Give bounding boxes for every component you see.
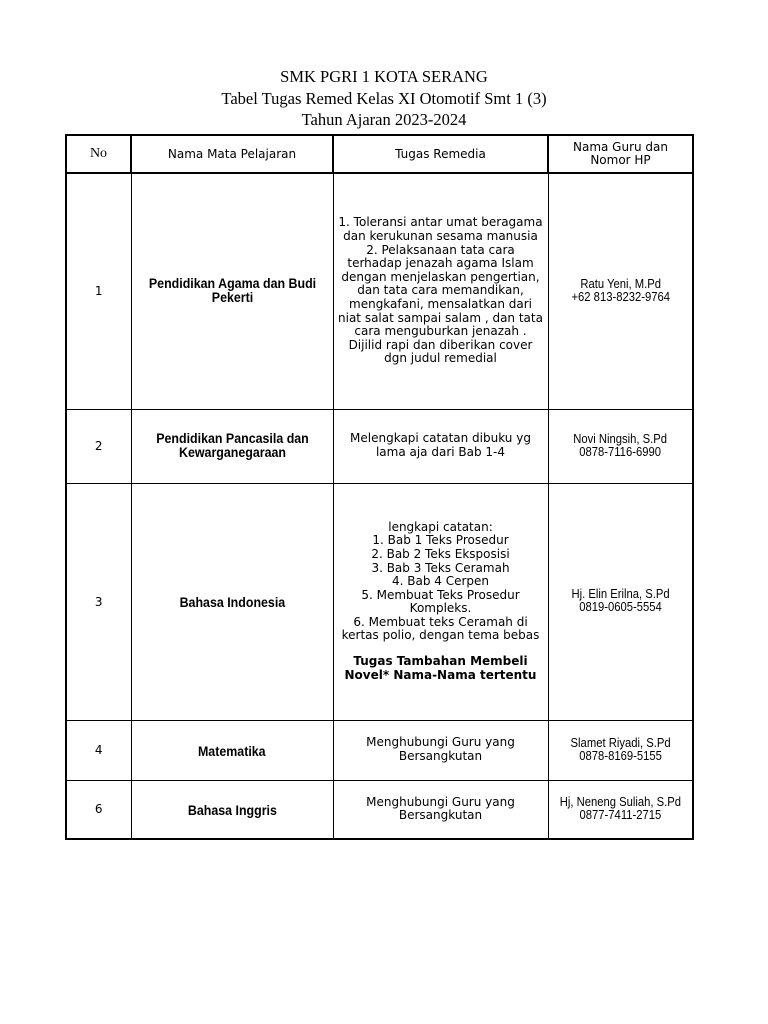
table-row xyxy=(66,780,693,839)
teacher-info xyxy=(571,278,670,304)
task-line: 1. Toleransi antar umat beragama dan kerukunan sesama manusia xyxy=(338,215,543,244)
teacher-info xyxy=(560,796,681,822)
table-row xyxy=(66,173,693,409)
table-header-row xyxy=(66,135,693,173)
header-no: No xyxy=(66,135,131,173)
row-subject: Bahasa Inggris xyxy=(187,802,277,818)
task-line: 5. Membuat Teks Prosedur Kompleks. xyxy=(361,587,520,616)
row-task xyxy=(333,720,548,780)
row-task xyxy=(333,409,548,483)
teacher-name: Hj. Elin Erilna, S.Pd xyxy=(571,587,670,601)
row-teacher-cell xyxy=(548,720,693,780)
task-line: Menghubungi Guru yang Bersangkutan xyxy=(366,735,515,763)
table-row xyxy=(66,483,693,720)
task-line: 3. Bab 3 Teks Ceramah xyxy=(371,560,510,575)
teacher-phone: +62 813-8232-9764 xyxy=(570,289,670,304)
row-teacher-cell xyxy=(548,483,693,720)
school-name: SMK PGRI 1 KOTA SERANG xyxy=(280,67,488,86)
teacher-phone: 0878-7116-6990 xyxy=(579,444,662,459)
task-extra: Tugas Tambahan Membeli Novel* Nama-Nama tertentu xyxy=(344,654,537,682)
row-task xyxy=(333,483,548,720)
row-subject: Matematika xyxy=(198,743,266,759)
row-subject-cell xyxy=(131,409,333,483)
remedial-table xyxy=(65,134,694,840)
teacher-name: Ratu Yeni, M.Pd xyxy=(579,276,661,291)
task-line: Dijilid rapi dan diberikan cover dgn judul remedial xyxy=(348,337,533,366)
task-line: lengkapi catatan: xyxy=(388,519,493,534)
header-teacher: Nama Guru dan Nomor HP xyxy=(548,135,693,173)
teacher-phone: 0877-7411-2715 xyxy=(579,807,662,822)
teacher-phone: 0878-8169-5155 xyxy=(578,748,662,763)
teacher-info xyxy=(571,588,669,614)
academic-year: Tahun Ajaran 2023-2024 xyxy=(301,110,467,129)
teacher-name: Hj, Neneng Suliah, S.Pd xyxy=(559,794,681,809)
table-title: Tabel Tugas Remed Kelas XI Otomotif Smt 1 (3) xyxy=(221,88,547,108)
row-no: 4 xyxy=(66,720,131,780)
task-line: Menghubungi Guru yang Bersangkutan xyxy=(366,794,515,823)
row-subject-cell xyxy=(131,483,333,720)
task-line: 2. Pelaksanaan tata cara terhadap jenazah agama Islam dengan menjelaskan pengertian, dan tata cara memandikan, mengkafani, mensalatkan dari niat salat sampai salam , dan tata cara menguburkan jenazah . xyxy=(338,242,543,339)
row-no: 1 xyxy=(66,173,131,409)
teacher-name: Novi Ningsih, S.Pd xyxy=(573,431,668,446)
row-subject-cell xyxy=(131,780,333,839)
table-row xyxy=(66,720,693,780)
header-subject: Nama Mata Pelajaran xyxy=(131,135,333,173)
task-line: 1. Bab 1 Teks Prosedur xyxy=(372,533,509,548)
table-row xyxy=(66,409,693,483)
teacher-phone: 0819-0605-5554 xyxy=(578,600,662,614)
row-teacher-cell xyxy=(548,409,693,483)
row-subject-cell xyxy=(131,173,333,409)
task-line: 6. Membuat teks Ceramah di kertas polio, dengan tema bebas xyxy=(341,614,540,643)
task-line: 2. Bab 2 Teks Eksposisi xyxy=(371,546,510,561)
document-title xyxy=(0,66,768,131)
row-subject: Bahasa Indonesia xyxy=(179,595,285,610)
row-no: 6 xyxy=(66,780,131,839)
row-no: 3 xyxy=(66,483,131,720)
row-subject: Pendidikan Pancasila dan Kewarganegaraan xyxy=(155,430,309,460)
row-teacher-cell xyxy=(548,173,693,409)
row-subject-cell xyxy=(131,720,333,780)
row-teacher-cell xyxy=(548,780,693,839)
teacher-info xyxy=(570,737,670,763)
row-task xyxy=(333,173,548,409)
task-line: 4. Bab 4 Cerpen xyxy=(391,574,490,589)
teacher-info xyxy=(573,433,667,459)
row-task xyxy=(333,780,548,839)
row-subject: Pendidikan Agama dan Budi Pekerti xyxy=(148,275,316,305)
task-line: Melengkapi catatan dibuku yg lama aja dari Bab 1-4 xyxy=(350,431,531,459)
row-no: 2 xyxy=(66,409,131,483)
teacher-name: Slamet Riyadi, S.Pd xyxy=(570,735,671,750)
header-task: Tugas Remedia xyxy=(333,135,548,173)
